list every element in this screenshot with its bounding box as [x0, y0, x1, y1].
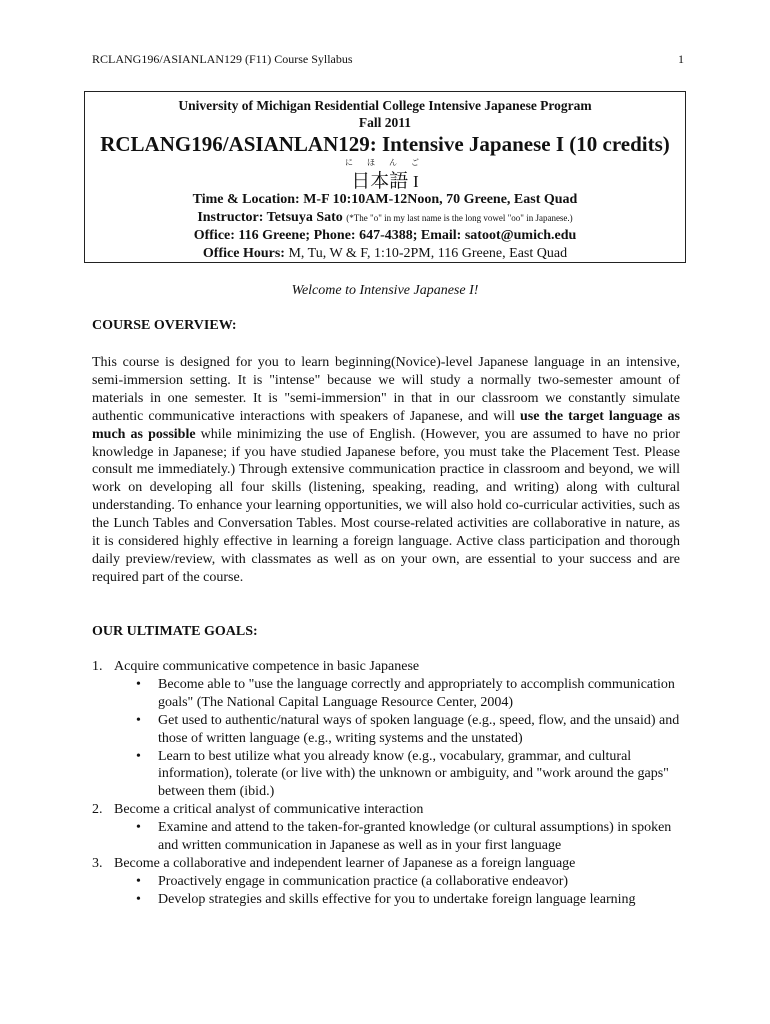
- instructor-note: (*The "o" in my last name is the long vowel "oo" in Japanese.): [346, 213, 573, 223]
- goal-number: 1.: [92, 659, 103, 674]
- overview-bold-text: use the target language as much as possible: [92, 408, 680, 442]
- bullet-text: Proactively engage in communication practice (a collaborative endeavor): [158, 873, 569, 889]
- bullet-text: Get used to authentic/natural ways of spoken language (e.g., speed, flow, and the unsaid) and those of written language (e.g., writing systems and the unstated): [158, 712, 680, 746]
- office-contact: Office: 116 Greene; Phone: 647-4388; Email: satoot@umich.edu: [193, 228, 577, 243]
- overview-text-2: while minimizing the use of English. (However, you are assumed to have no prior knowledge in Japanese; if you have studied Japanese before, you must take the Placement Test. Please consult me immediately.) Through extensive communication practice in classroom and beyond, we will work on developing all four skills (listening, speaking, reading, and writing) along with cultural understanding. To enhance your learning opportunities, we will also hold co-curricular activities, such as the Lunch Tables and Conversation Tables. Most course-related activities are collaborative in nature, as it is considered highly effective in learning a foreign language. Active class participation and thorough daily preview/review, with classmates as well as on your own, are essential to your success and are required part of the course.: [92, 426, 681, 585]
- running-header: [92, 52, 684, 67]
- bullet-text: Develop strategies and skills effective for you to undertake foreign language learning: [158, 891, 636, 907]
- goals-list: [92, 658, 684, 909]
- goal-number: 2.: [92, 802, 103, 818]
- bullet-icon: •: [136, 891, 141, 907]
- bullet-icon: •: [136, 748, 141, 764]
- bullet-icon: •: [136, 676, 141, 692]
- bullet-text: Examine and attend to the taken-for-granted knowledge (or cultural assumptions) in spoken and written communication in Japanese as well as in your first language: [158, 820, 672, 854]
- bullet-text: Become able to "use the language correctly and appropriately to accomplish communication goals" (The National Capital Language Resource Center, 2004): [158, 676, 675, 710]
- japanese-title-text: 日本語: [351, 171, 409, 192]
- goal-text: Become a collaborative and independent learner of Japanese as a foreign language: [114, 855, 576, 871]
- goal-number: 3.: [92, 855, 103, 871]
- bullet-icon: •: [136, 820, 141, 836]
- program-name: University of Michigan Residential College Intensive Japanese Program: [178, 98, 592, 113]
- goal-text: Become a critical analyst of communicative interaction: [114, 802, 424, 818]
- goal-bullet: [92, 891, 684, 909]
- bullet-icon: •: [136, 873, 141, 889]
- goal-text: Acquire communicative competence in basic Japanese: [114, 659, 420, 674]
- course-info-box: [84, 91, 686, 263]
- goal-bullet: [92, 748, 684, 802]
- japanese-title: [85, 166, 685, 193]
- goal-bullet: [92, 819, 684, 855]
- japanese-title-numeral: I: [413, 172, 419, 191]
- goal-item: [92, 855, 684, 909]
- goal-bullet: [92, 712, 684, 748]
- furigana-reading: に ほ ん ご: [345, 158, 425, 167]
- overview-text-1: This course is designed for you to learn beginning(Novice)-level Japanese language in an intensive, semi-immersion setting. It is "intense" because we will study a normally two-semester amount of materials in one semester. It is "semi-immersion" in that in our classroom we constantly simulate authentic communicative interactions with speakers of Japanese, and will: [92, 355, 680, 424]
- ultimate-goals-heading: OUR ULTIMATE GOALS:: [92, 624, 258, 639]
- instructor-line: [85, 210, 685, 226]
- term: Fall 2011: [358, 115, 412, 130]
- course-overview-heading: COURSE OVERVIEW:: [92, 318, 237, 333]
- course-overview-paragraph: [92, 354, 680, 587]
- goal-bullet: [92, 676, 684, 712]
- page-number: 1: [678, 52, 684, 66]
- bullet-icon: •: [136, 712, 141, 728]
- goal-item: [92, 658, 684, 801]
- goal-item: [92, 801, 684, 855]
- goal-bullet: [92, 873, 684, 891]
- time-location: Time & Location: M-F 10:10AM-12Noon, 70 Greene, East Quad: [192, 192, 578, 207]
- course-title: RCLANG196/ASIANLAN129: Intensive Japanese I (10 credits): [100, 132, 670, 156]
- office-hours-label: Office Hours:: [202, 246, 285, 261]
- office-hours-value: M, Tu, W & F, 1:10-2PM, 116 Greene, East Quad: [288, 246, 568, 261]
- office-hours-line: [85, 246, 685, 262]
- bullet-text: Learn to best utilize what you already know (e.g., vocabulary, grammar, and cultural information), tolerate (or live with) the unknown or ambiguity, and "work around the gaps" between them (ibid.): [158, 748, 669, 800]
- welcome-message: Welcome to Intensive Japanese I!: [291, 283, 479, 298]
- document-header-title: RCLANG196/ASIANLAN129 (F11) Course Syllabus: [92, 52, 353, 66]
- instructor-name: Instructor: Tetsuya Sato: [197, 210, 343, 225]
